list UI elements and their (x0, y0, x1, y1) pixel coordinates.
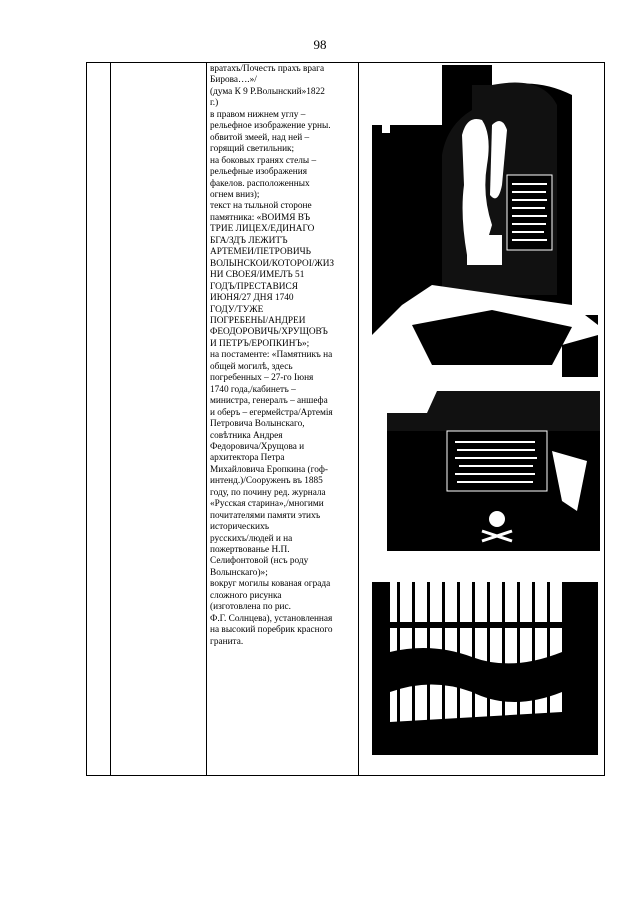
fence-image (372, 582, 598, 755)
description-line: на боковых гранях стелы – (210, 155, 317, 166)
monument-photo-front (372, 65, 598, 377)
description-line: факелов. расположенных (210, 178, 310, 189)
description-line: году, по почину ред. журнала (210, 487, 326, 498)
description-line: гранита. (210, 636, 244, 647)
description-line: Михайловича Еропкина (гоф- (210, 464, 328, 475)
description-line: рельефное изображение урны. (210, 121, 331, 132)
description-line: интенд.)/Сооруженъ въ 1885 (210, 476, 323, 487)
description-line: Волынскаго)»; (210, 567, 268, 578)
column-divider (358, 63, 359, 775)
monument-table (86, 62, 605, 776)
monument-description (210, 64, 354, 648)
description-line: обвитой змеей, над ней – (210, 132, 310, 143)
description-line: вратахъ/Почесть прахъ врага (210, 64, 325, 74)
description-line: ТРИЕ ЛИЦЕХ/ЕДИНАГО (210, 224, 315, 235)
description-line: ГОДЪ/ПРЕСТАВИСЯ (210, 281, 298, 292)
description-line: НИ СВОЕЯ/ИМЕЛЪ 51 (210, 270, 305, 281)
description-line: погребенных – 27-го Iюня (210, 373, 314, 384)
description-line: и оберъ – егермейстра/Артемiя (210, 407, 333, 418)
description-line: Селифонтовой (нсъ роду (210, 556, 309, 567)
description-line: ВОЛЫНСКОИ/КОТОРОI/ЖИЗ (210, 258, 335, 269)
description-line: памятника: «ВОИМЯ ВЪ (210, 212, 311, 223)
description-line: общей могилѣ, здесь (210, 361, 293, 372)
description-line: 1740 года,/кабинетъ – (210, 384, 296, 395)
description-line: Петровича Волынскаго, (210, 419, 305, 430)
monument-photo-pedestal (387, 391, 600, 565)
column-divider (110, 63, 111, 775)
description-line: совѣтника Андрея (210, 430, 283, 441)
description-line: Ф.Г. Солнцева), установленная (210, 613, 333, 624)
description-line: БГА/ЗДЪ ЛЕЖИТЪ (210, 235, 288, 246)
description-line: вокруг могилы кованая ограда (210, 579, 331, 590)
description-line: (изготовлена по рис. (210, 602, 291, 613)
description-line: русскихъ/людей и на (210, 533, 293, 544)
column-divider (206, 63, 207, 775)
description-line: горящий светильник; (210, 144, 295, 155)
description-line: в правом нижнем углу – (210, 109, 306, 120)
description-line: «Русская старина»,/многими (210, 499, 324, 510)
description-line: рельефные изображения (210, 167, 307, 178)
description-line: (дума К 9 Р.Волынский»1822 (210, 86, 325, 97)
description-line: ИЮНЯ/27 ДНЯ 1740 (210, 293, 294, 304)
description-line: огнем вниз); (210, 189, 260, 200)
description-line: ГОДУ/ТУЖЕ (210, 304, 264, 315)
description-line: текст на тыльной стороне (210, 201, 312, 212)
pedestal-image (387, 391, 600, 565)
description-line: И ПЕТРЪ/ЕРОПКИНЪ»; (210, 338, 310, 349)
description-line: пожертвованье Н.П. (210, 545, 290, 556)
description-line: на постаменте: «Памятникъ на (210, 350, 333, 361)
description-line: ФЕОДОРОВИЧЬ/ХРУЩОВЪ (210, 327, 328, 338)
description-line: министра, генералъ – аншефа (210, 396, 328, 407)
page-number: 98 (313, 37, 327, 52)
description-line: ПОГРЕБЕНЫ/АНДРЕИ (210, 315, 306, 326)
description-line: почитателями памяти этихъ (210, 510, 321, 521)
description-line: г.) (210, 98, 219, 109)
monument-photo-fence (372, 582, 598, 755)
description-line: АРТЕМЕИ/ПЕТРОВИЧЬ (210, 247, 311, 258)
description-line: историческихъ (210, 522, 270, 533)
description-line: Бирова….»/ (210, 75, 257, 86)
monument-front-image (372, 65, 598, 377)
description-line: сложного рисунка (210, 590, 282, 601)
description-line: Федоровича/Хрущова и (210, 441, 305, 452)
description-line: архитектора Петра (210, 453, 285, 464)
description-line: на высокий поребрик красного (210, 625, 333, 636)
